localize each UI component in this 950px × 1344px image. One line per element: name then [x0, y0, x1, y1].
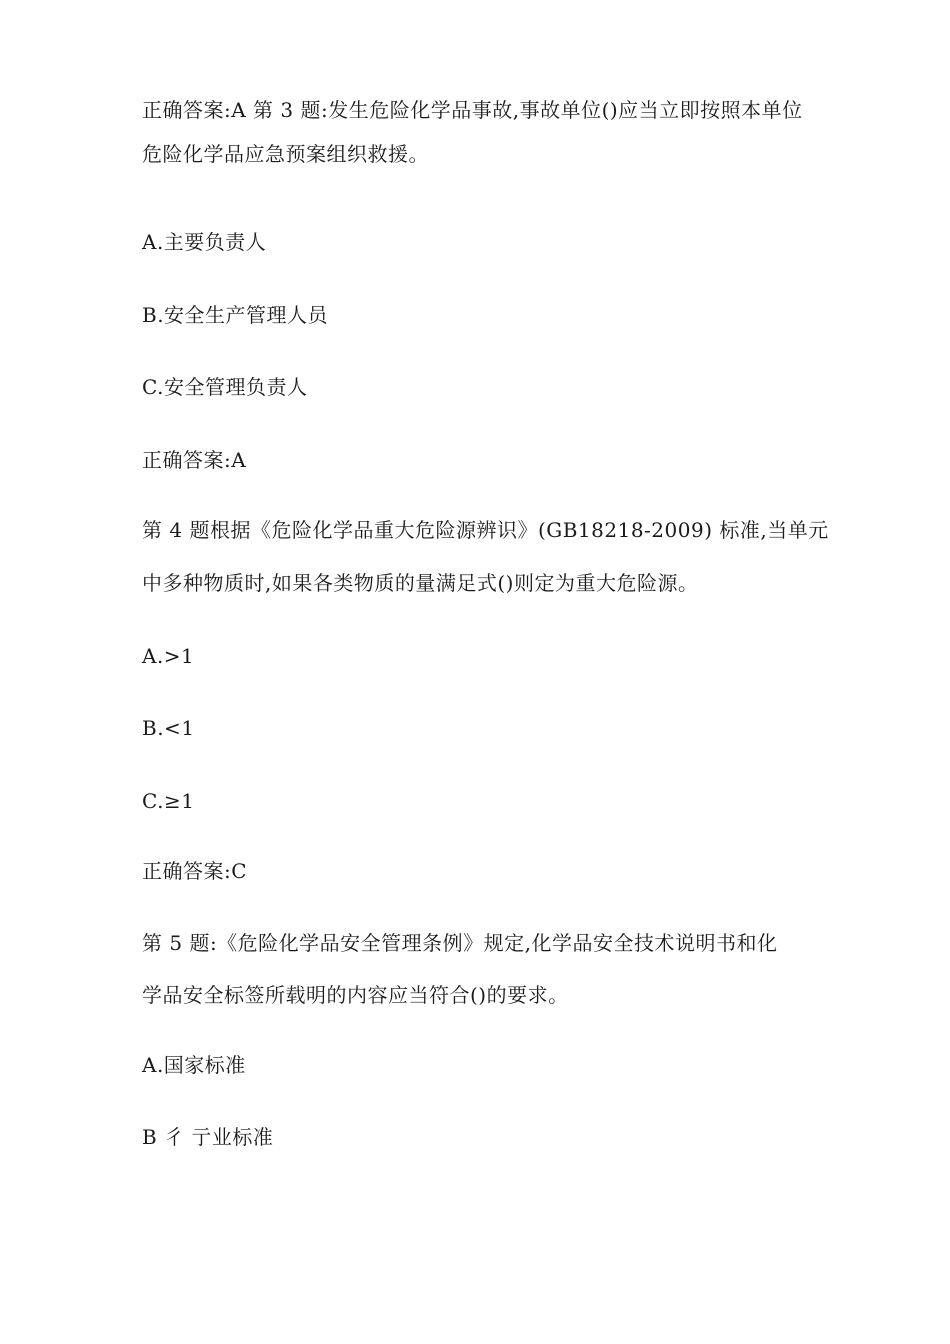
- question-5-line-1: 第 5 题:《危险化学品安全管理条例》规定,化学品安全技术说明书和化: [142, 931, 778, 955]
- question-5-option-b: B 彳 亍业标准: [142, 1125, 274, 1149]
- question-3-answer: 正确答案:A: [142, 448, 247, 472]
- question-4-line-2: 中多种物质时,如果各类物质的量满足式()则定为重大危险源。: [142, 571, 699, 595]
- question-5-line-2: 学品安全标签所载明的内容应当符合()的要求。: [142, 983, 569, 1007]
- question-4-line-1: 第 4 题根据《危险化学品重大危险源辨识》(GB18218-2009) 标准,当单元: [142, 518, 829, 542]
- question-3-option-b: B.安全生产管理人员: [142, 303, 329, 327]
- answer-q2-and-question-3-line-1: 正确答案:A 第 3 题:发生危险化学品事故,事故单位()应当立即按照本单位: [142, 98, 803, 122]
- question-3-option-c: C.安全管理负责人: [142, 375, 308, 399]
- question-5-option-a: A.国家标准: [142, 1053, 246, 1077]
- question-4-option-c: C.≥1: [142, 789, 195, 813]
- question-4-option-b: B.<1: [142, 716, 195, 740]
- question-4-option-a: A.>1: [142, 644, 195, 668]
- question-3-option-a: A.主要负责人: [142, 230, 267, 254]
- question-4-answer: 正确答案:C: [142, 859, 248, 883]
- question-3-line-2: 危险化学品应急预案组织救援。: [142, 142, 429, 166]
